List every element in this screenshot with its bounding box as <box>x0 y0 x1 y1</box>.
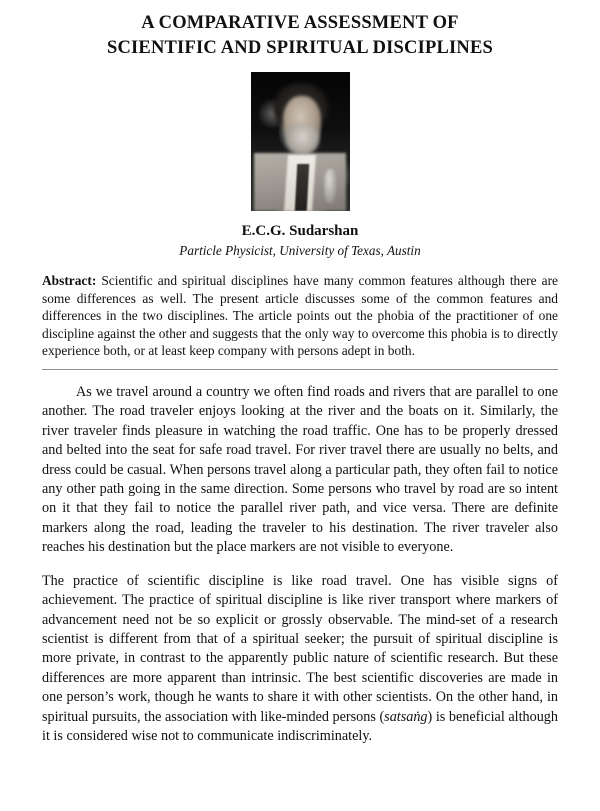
page-title <box>42 0 558 61</box>
abstract-label: Abstract: <box>42 273 97 288</box>
body-paragraph-2-after: ) is beneficial although it is considered wise not to communicate indiscriminately. <box>42 708 558 745</box>
abstract-separator-rule <box>42 369 558 370</box>
photo-microphone-region <box>324 169 337 202</box>
author-portrait-photo <box>251 72 350 211</box>
photo-tie-region <box>295 164 309 211</box>
body-paragraph-1: As we travel around a country we often find roads and rivers that are parallel to one another. The road traveler enjoys looking at the river and the boats on it. Similarly, the river traveler finds pleasure in watching the road traffic. One has to be properly dressed and belted into the seat for safe road travel. For river travel there are usually no belts, and dress could be casual. When persons travel along a particular path, they often fail to notice any other path going in the same direction. Some persons who travel by road are so intent on it that they fail to notice the parallel river path, and vice versa. There are definite markers along the road, leading the traveler to his destination. The river traveler also reaches his destination but the place markers are not visible to everyone. <box>42 383 558 556</box>
author-affiliation: Particle Physicist, University of Texas, Austin <box>179 243 421 258</box>
title-line-2: SCIENTIFIC AND SPIRITUAL DISCIPLINES <box>106 38 494 58</box>
sanskrit-term-satsang: satsaṅg <box>384 708 428 725</box>
body-paragraph-2-before: The practice of scientific discipline is like road travel. One has visible signs of achievement. The practice of spiritual discipline is like river transport where markers of advancement need not be so explicit or grossly observable. The mind-set of a research scientist is different from that of a spiritual seeker; the pursuit of spiritual discipline is more private, in contrast to the apparently public nature of scientific research. But these differences are more apparent than intrinsic. The best scientific discoveries are made in one person’s work, though he wants to share it with other scientists. On the other hand, in spiritual pursuits, the association with like-minded persons ( <box>42 572 558 725</box>
author-photo-container <box>42 72 558 216</box>
abstract-text: Scientific and spiritual disciplines have many common features although there are some differences as well. The present article discusses some of the common features and differences in the two disciplines. The article points out the phobia of the practitioner of one discipline against the other and suggests that the only way to overcome this phobia is to directly experience both, or at least keep company with persons adept in both. <box>42 273 558 359</box>
author-name: E.C.G. Sudarshan <box>241 223 359 239</box>
abstract-section <box>42 272 558 360</box>
body-paragraph-2 <box>42 572 558 747</box>
title-line-1: A COMPARATIVE ASSESSMENT OF <box>141 13 459 33</box>
